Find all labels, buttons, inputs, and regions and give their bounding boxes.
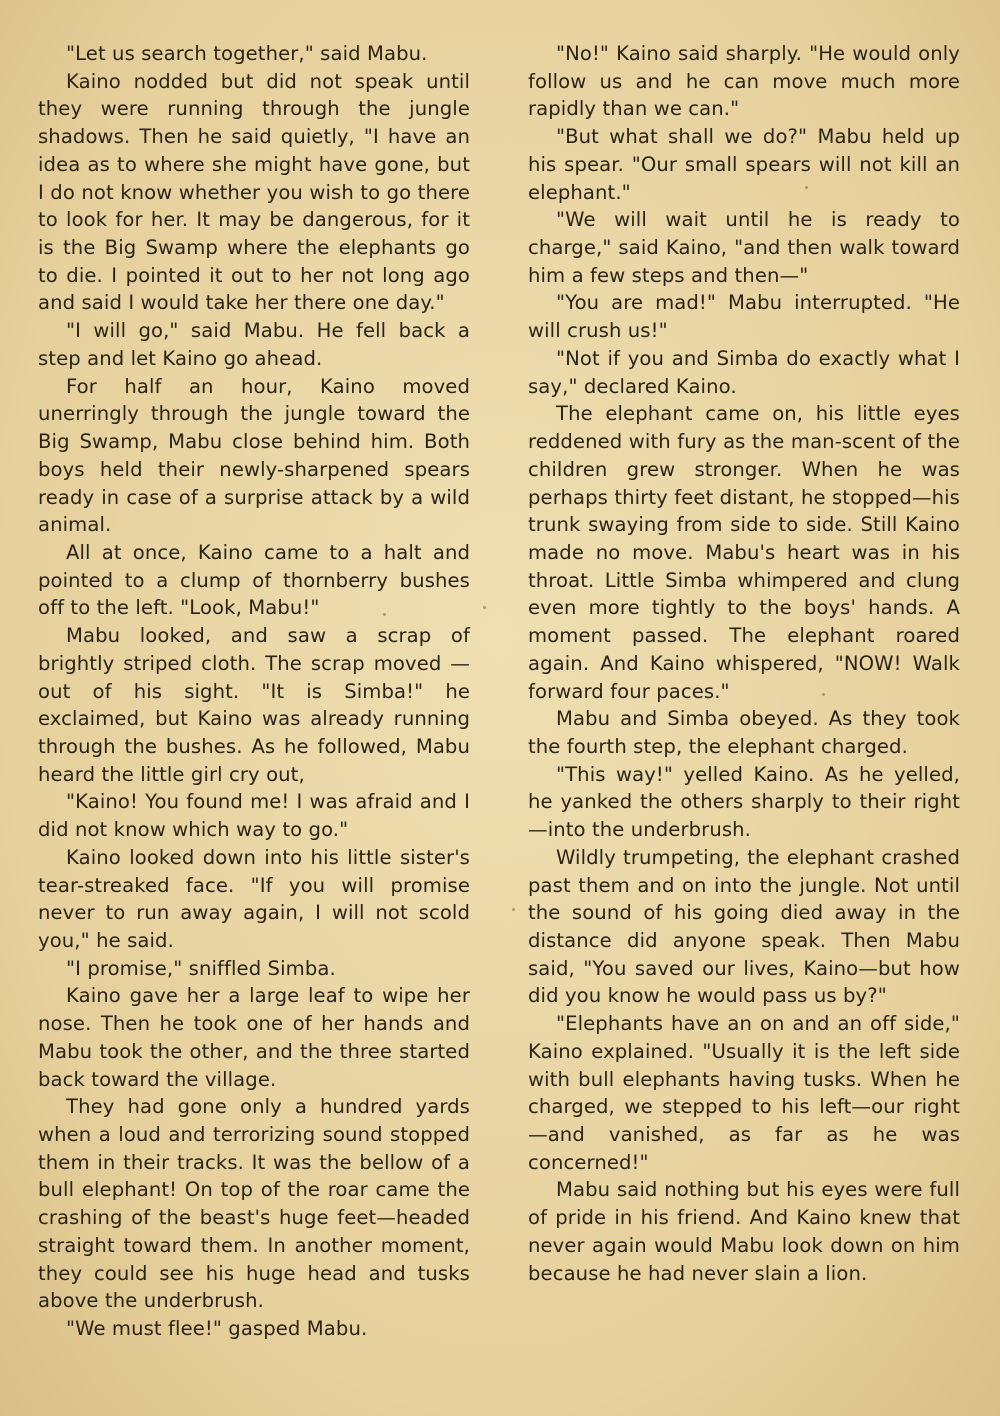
paper-speck: [483, 606, 486, 609]
paragraph: For half an hour, Kaino moved unerringly through the jungle toward the Big Swamp, Mabu close behind him. Both boys held their newly-sharpened spears ready in case of a surprise attack by a wild animal.: [38, 374, 470, 537]
paper-speck: [512, 908, 515, 911]
paragraph: "We will wait until he is ready to charge," said Kaino, "and then walk toward him a few steps and then—": [528, 208, 960, 287]
paragraph: Mabu and Simba obeyed. As they took the fourth step, the elephant charged.: [528, 707, 960, 758]
paragraph: Mabu said nothing but his eyes were full of pride in his friend. And Kaino knew that never again would Mabu look down on him because he had never slain a lion.: [528, 1178, 960, 1285]
paragraph: "You are mad!" Mabu interrupted. "He will crush us!": [528, 291, 960, 343]
paragraph: Kaino gave her a large leaf to wipe her nose. Then he took one of her hands and Mabu took the other, and the three started back toward the village.: [38, 984, 470, 1091]
paragraph: Mabu looked, and saw a scrap of brightly striped cloth. The scrap moved —out of his sight. "It is Simba!" he exclaimed, but Kaino was already running through the bushes. As he followed, Mabu heard the little girl cry out,: [38, 624, 470, 786]
paragraph: "I promise," sniffled Simba.: [66, 956, 336, 980]
paragraph: "But what shall we do?" Mabu held up his spear. "Our small spears will not kill an elephant.": [528, 125, 960, 204]
paragraph: "We must flee!" gasped Mabu.: [66, 1317, 368, 1341]
paragraph: "Let us search together," said Mabu.: [66, 42, 428, 65]
paper-speck: [383, 613, 386, 616]
paragraph: Kaino looked down into his little sister's tear-streaked face. "If you will promise never to run away again, I will not scold you," he said.: [38, 845, 470, 952]
paragraph: Wildly trumpeting, the elephant crashed past them and on into the jungle. Not until the sound of his going died away in the distance did anyone speak. Then Mabu said, "You saved our lives, Kaino—but how did you know he would pass us by?": [528, 845, 960, 1008]
paragraph: "Kaino! You found me! I was afraid and I did not know which way to go.": [38, 790, 470, 842]
paper-speck: [805, 186, 808, 189]
paragraph: All at once, Kaino came to a halt and pointed to a clump of thornberry bushes off to the left. "Look, Mabu!": [38, 540, 470, 620]
paragraph: "This way!" yelled Kaino. As he yelled, he yanked the others sharply to their right—into the underbrush.: [528, 762, 960, 842]
paper-speck: [822, 693, 825, 696]
paragraph: "Not if you and Simba do exactly what I say," declared Kaino.: [528, 346, 960, 398]
paragraph: Kaino nodded but did not speak until they were running through the jungle shadows. Then he said quietly, "I have an idea as to where she might have gone, but I do not know whether you wish to go there to look for her. It may be dangerous, for it is the Big Swamp where the elephants go to die. I pointed it out to her not long ago and said I would take her there one day.": [38, 69, 470, 315]
paragraph: They had gone only a hundred yards when a loud and terrorizing sound stopped them in their tracks. It was the bellow of a bull elephant! On top of the roar came the crashing of the beast's huge feet—headed straight toward them. In another moment, they could see his huge head and tusks above the underbrush.: [38, 1095, 470, 1313]
paragraph: "No!" Kaino said sharply. "He would only follow us and he can move much more rapidly than we can.": [528, 42, 960, 121]
paragraph: "Elephants have an on and an off side," Kaino explained. "Usually it is the left side with bull elephants having tusks. When he charged, we stepped to his left—our right—and vanished, as far as he was concerned!": [528, 1012, 960, 1174]
left-text-column: [38, 40, 470, 1343]
paragraph: The elephant came on, his little eyes reddened with fury as the man-scent of the children grew stronger. When he was perhaps thirty feet distant, he stopped—his trunk swaying from side to side. Still Kaino made no move. Mabu's heart was in his throat. Little Simba whimpered and clung even more tightly to the boys' hands. A moment passed. The elephant roared again. And Kaino whispered, "NOW! Walk forward four paces.": [528, 402, 960, 703]
paragraph: "I will go," said Mabu. He fell back a step and let Kaino go ahead.: [38, 319, 470, 370]
right-text-column: [528, 40, 960, 1287]
